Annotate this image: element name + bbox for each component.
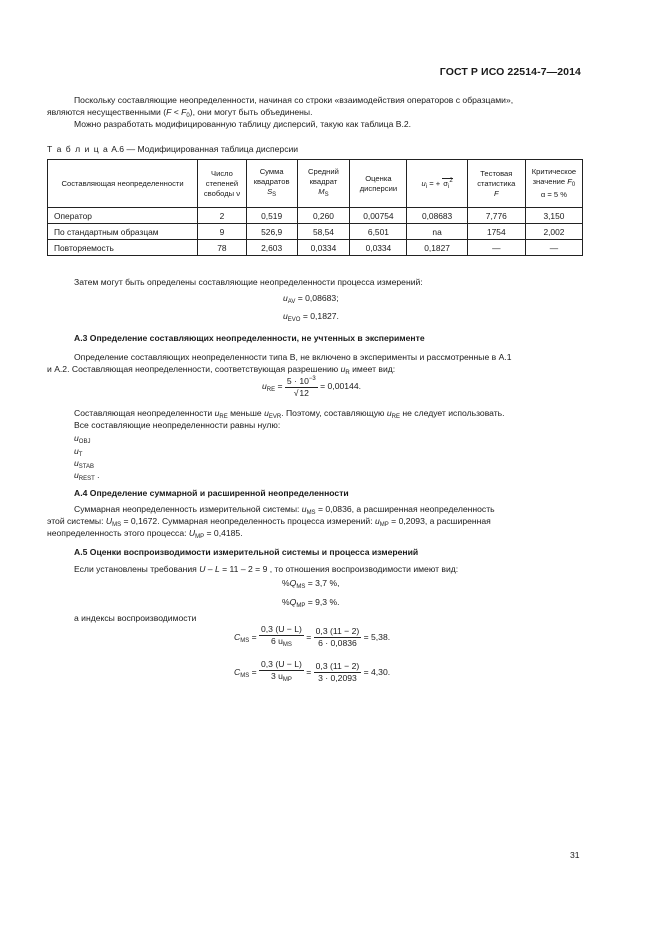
a4-para-line-1: Суммарная неопределенность измерительной системы: $u_{MS} = 0,0836$, а расширенная неопределенность [74,504,495,516]
table-header-row [48,160,583,208]
a3-para-line-1: Определение составляющих неопределенности типа В, не включено в эксперименты и рассмотренные в А.1 [74,352,512,362]
table-cell: 1754 [467,224,525,240]
table-cell: 0,260 [297,208,350,224]
header-critical: Критическое значение $F_0$ α = 5 % [525,160,582,208]
table-cell: Повторяемость [48,240,198,256]
table-cell: 6,501 [350,224,407,240]
table-cell: Оператор [48,208,198,224]
a4-para-line-2: этой системы: $U_{MS} = 0,1672$. Суммарная неопределенность процесса измерений: $u_{MP} = 0,2093$, а расширенная [47,516,491,528]
table-cell: 0,08683 [407,208,467,224]
c-ms-formula-1: $C_{MS}$ = $\frac{0,3 (U - L)}{6 u_{MS}}$ = $\frac{0,3 (11 - 2)}{6 \cdot 0,0836}$ = 5,38. [234,624,391,648]
a5-para-line-1: Если установлены требования U – L = 11 – 2 = 9 , то отношения воспроизводимости имеют вид: [74,564,459,574]
intro-line-3: Можно разработать модифицированную таблицу дисперсий, такую как таблица В.2. [74,119,412,129]
q-ms-formula: $\%Q_{MS} = 3,7$ %, [282,578,340,590]
table-cell: 0,0334 [297,240,350,256]
zero-component: $u_{REST}$ . [74,470,100,482]
table-row [48,224,583,240]
header-mean-square: Средний квадрат $M_S$ [297,160,350,208]
zero-component: $u_{OBJ}$ [74,433,91,445]
table-cell: 78 [198,240,247,256]
table-cell: 2,002 [525,224,582,240]
u-av-formula: $u_{AV} = 0,08683$; [283,293,339,305]
a3-para-line-3: Составляющая неопределенности $u_{RE}$ меньше $u_{EVR}$. Поэтому, составляющую $u_{RE}$ не следует использовать. [74,408,505,420]
page-number: 31 [570,850,580,860]
header-component: Составляющая неопределенности [48,160,198,208]
u-evo-formula: $u_{EVO} = 0,1827$. [283,311,339,323]
table-cell: — [525,240,582,256]
a3-para-line-4: Все составляющие неопределенности равны нулю: [74,420,281,430]
intro-line-2: являются несущественными $(F < F_0)$, они могут быть объединены. [47,107,313,119]
header-sum-squares: Сумма квадратов $S_S$ [246,160,297,208]
table-cell: na [407,224,467,240]
table-cell: 9 [198,224,247,240]
table-cell: 58,54 [297,224,350,240]
table-row [48,240,583,256]
header-dof: Число степеней свободы ν [198,160,247,208]
table-row [48,208,583,224]
u-re-formula: $u_{RE}$ = $\frac{5 \cdot 10^{-3}}{√12}$ = 0,00144. [262,376,361,398]
a3-para-line-2: и А.2. Составляющая неопределенности, соответствующая разрешению $u_R$ имеет вид: [47,364,396,376]
table-cell: 0,0334 [350,240,407,256]
table-cell: 2 [198,208,247,224]
q-mp-formula: $\%Q_{MP} = 9,3$ %. [282,597,340,609]
a4-para-line-3: неопределенность этого процесса: $U_{MP} = 0,4185$. [47,528,243,540]
table-cell: — [467,240,525,256]
variance-table [47,159,583,256]
table-cell: 3,150 [525,208,582,224]
table-cell: 7,776 [467,208,525,224]
header-ui: $u_i$ = + $\sigma_i^2$ [407,160,467,208]
document-id: ГОСТ Р ИСО 22514-7—2014 [439,66,581,78]
zero-component: $u_{STAB}$ [74,458,95,470]
zero-component: $u_T$ [74,446,83,458]
table-cell: 0,00754 [350,208,407,224]
section-a5-heading: А.5 Оценки воспроизводимости измерительной системы и процесса измерений [74,547,419,557]
a5-para-line-2: а индексы воспроизводимости [74,613,197,623]
table-cell: 0,519 [246,208,297,224]
table-cell: 526,9 [246,224,297,240]
table-caption: Т а б л и ц а А.6 — Модифицированная таблица дисперсии [47,144,299,154]
intro-line-1: Поскольку составляющие неопределенности, начиная со строки «взаимодействия операторов с образцами», [74,95,514,105]
table-cell: 2,603 [246,240,297,256]
table-cell: По стандартным образцам [48,224,198,240]
header-test-stat: Тестовая статистика F [467,160,525,208]
header-variance: Оценка дисперсии [350,160,407,208]
section-a3-heading: А.3 Определение составляющих неопределенности, не учтенных в эксперименте [74,333,425,343]
c-ms-formula-2: $C_{MS}$ = $\frac{0,3 (U - L)}{3 u_{MP}}$ = $\frac{0,3 (11 - 2)}{3 \cdot 0,2093}$ = 4,30. [234,659,391,683]
process-components-text: Затем могут быть определены составляющие неопределенности процесса измерений: [74,277,423,287]
section-a4-heading: А.4 Определение суммарной и расширенной неопределенности [74,488,349,498]
table-cell: 0,1827 [407,240,467,256]
